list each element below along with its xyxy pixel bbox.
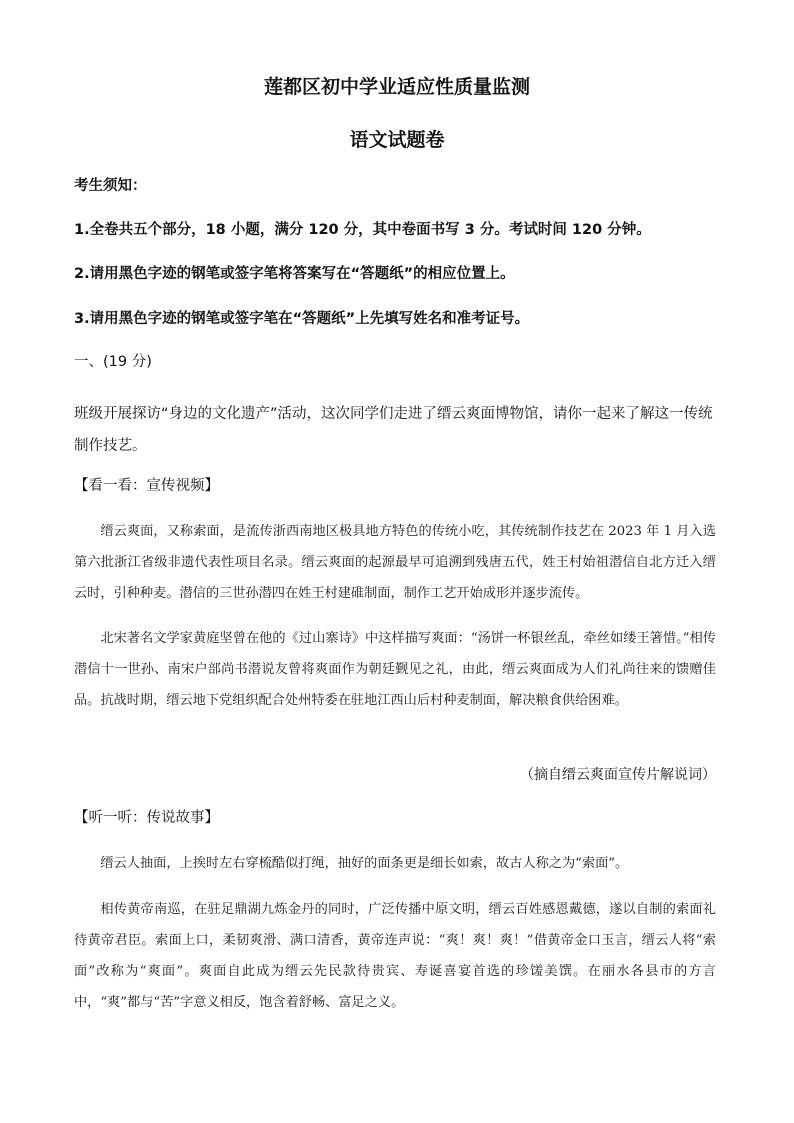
part-label-video: 【看一看：宣传视频】 <box>74 478 219 494</box>
video-paragraph-2: 北宋著名文学家黄庭坚曾在他的《过山寨诗》中这样描写爽面：“汤饼一杯银丝乱，牵丝如缕王箸惜。”相传潜信十一世孙、南宋户部尚书潜说友曾将爽面作为朝廷觐见之礼，由此，缙云爽面成为人们礼尚往来的馈赠佳品。抗战时期，缙云地下党组织配合处州特委在驻地江西山后村种麦制面，解决粮食供给困难。 <box>74 631 716 708</box>
notice-heading: 考生须知： <box>74 178 147 194</box>
section-heading: 一、(19 分) <box>74 354 152 370</box>
video-paragraph-1: 缙云爽面，又称索面，是流传浙西南地区极具地方特色的传统小吃，其传统制作技艺在 2023 年 1 月入选第六批浙江省级非遗代表性项目名录。缙云爽面的起源最早可追溯到残唐五代，姓王村始祖潜信自北方迁入缙云时，引种种麦。潜信的三世孙潜四在姓王村建碓制面，制作工艺开始成形并逐步流传。 <box>74 524 716 601</box>
story-paragraph-2: 相传黄帝南巡，在驻足鼎湖九炼金丹的同时，广泛传播中原文明，缙云百姓感恩戴德，遂以自制的索面礼待黄帝君臣。索面上口，柔韧爽滑、满口清香，黄帝连声说：“爽！爽！爽！”借黄帝金口玉言，缙云人将“索面”改称为“爽面”。爽面自此成为缙云先民款待贵宾、寿诞喜宴首选的珍馐美馔。在丽水各县市的方言中，“爽”都与“苦”字意义相反，饱含着舒畅、富足之义。 <box>74 902 716 1010</box>
part-label-story: 【听一听：传说故事】 <box>74 810 219 826</box>
page-title: 莲都区初中学业适应性质量监测 <box>263 76 530 98</box>
source-citation: （摘自缙云爽面宣传片解说词） <box>520 767 716 783</box>
notice-item-3: 3.请用黑色字迹的钢笔或签字笔在“答题纸”上先填写姓名和准考证号。 <box>74 311 530 327</box>
story-paragraph-1: 缙云人抽面，上挨时左右穿梳酷似打绳，抽好的面条更是细长如索，故古人称之为“索面”。 <box>100 856 629 871</box>
notice-item-2: 2.请用黑色字迹的钢笔或签字笔将答案写在“答题纸”的相应位置上。 <box>74 266 515 282</box>
page-subtitle: 语文试题卷 <box>349 129 445 151</box>
section-intro: 班级开展探访“身边的文化遗产”活动，这次同学们走进了缙云爽面博物馆，请你一起来了解这一传统制作技艺。 <box>74 406 713 454</box>
notice-item-1: 1.全卷共五个部分，18 小题，满分 120 分，其中卷面书写 3 分。考试时间 120 分钟。 <box>74 222 651 238</box>
